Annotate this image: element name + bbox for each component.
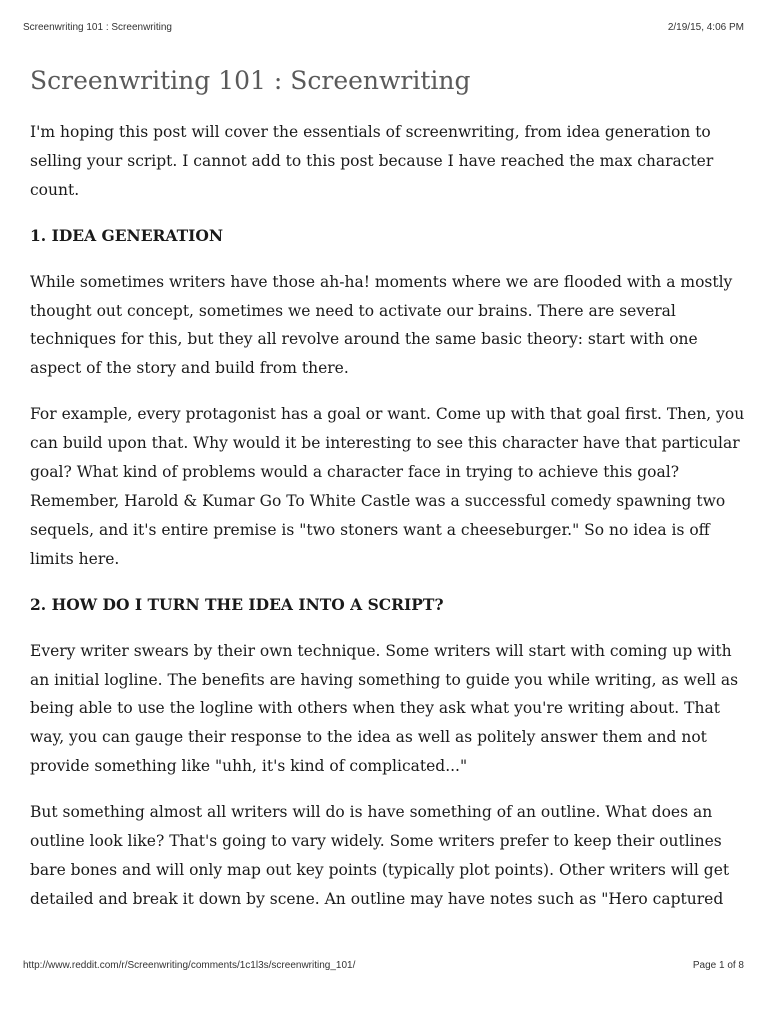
header-doc-title: Screenwriting 101 : Screenwriting (23, 22, 172, 33)
paragraph-outline: But something almost all writers will do is have something of an outline. What does an outline look like? That's going to vary widely. Some writers prefer to keep their outlines bare bones and will only map out key points (typically plot points). Other writers will get detailed and break it down by scene. An outline may have notes such as "Hero captured (30, 803, 730, 908)
intro-paragraph: I'm hoping this post will cover the essentials of screenwriting, from idea generation to selling your script. I cannot add to this post because I have reached the max character count. (30, 123, 714, 199)
print-footer (23, 960, 744, 974)
section-heading-idea-generation: 1. IDEA GENERATION (30, 225, 224, 245)
footer-page-number: Page 1 of 8 (692, 960, 744, 971)
section-heading-idea-to-script: 2. HOW DO I TURN THE IDEA INTO A SCRIPT? (30, 594, 444, 614)
article-body (30, 64, 746, 931)
footer-url: http://www.reddit.com/r/Screenwriting/comments/1c1l3s/screenwriting_101/ (23, 960, 356, 971)
header-timestamp: 2/19/15, 4:06 PM (667, 22, 744, 33)
page-title: Screenwriting 101 : Screenwriting (30, 66, 471, 95)
paragraph-idea-techniques: While sometimes writers have those ah-ha! moments where we are flooded with a mostly thought out concept, sometimes we need to activate our brains. There are several techniques for this, but they all revolve around the same basic theory: start with one aspect of the story and build from there. (30, 272, 733, 378)
print-header (23, 22, 744, 36)
paragraph-protagonist-goal: For example, every protagonist has a goal or want. Come up with that goal first. Then, you can build upon that. Why would it be interesting to see this character have that particular goal? What kind of problems would a character face in trying to achieve this goal? Remember, Harold & Kumar Go To White Castle was a successful comedy spawning two sequels, and it's entire premise is "two stoners want a cheeseburger." So no idea is off limits here. (30, 405, 745, 568)
paragraph-logline: Every writer swears by their own technique. Some writers will start with coming up with an initial logline. The benefits are having something to guide you while writing, as well as being able to use the logline with others when they ask what you're writing about. That way, you can gauge their response to the idea as well as politely answer them and not provide something like "uhh, it's kind of complicated..." (30, 641, 739, 776)
